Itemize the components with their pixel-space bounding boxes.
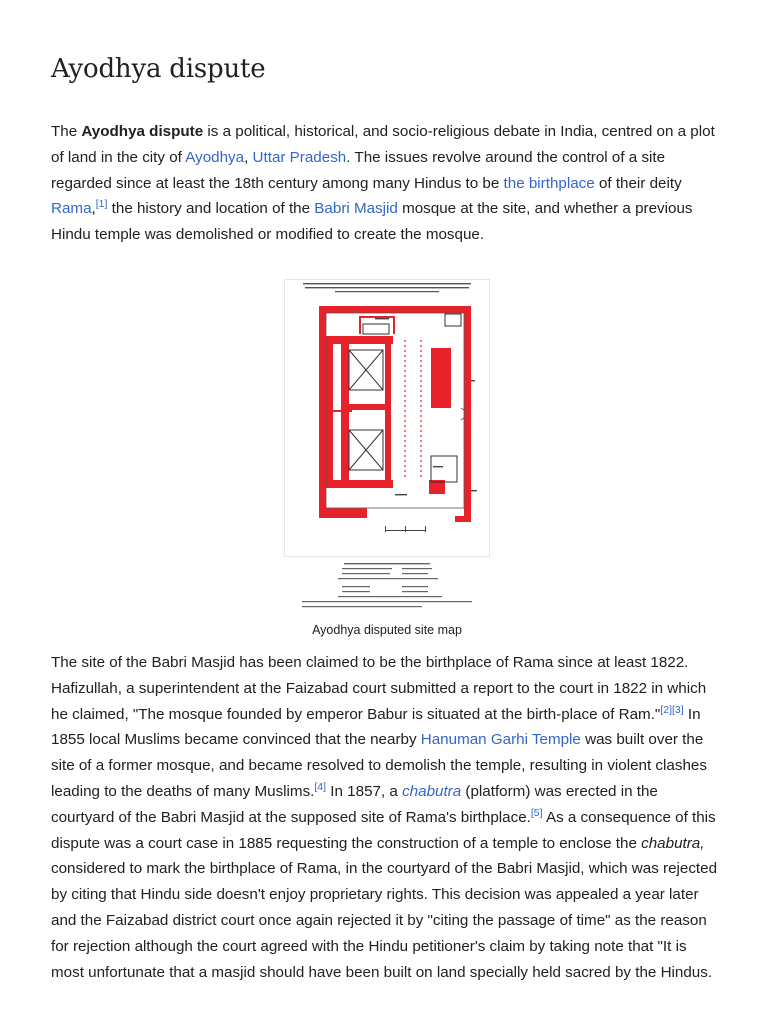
text: of their deity: [594, 174, 682, 192]
reference-link-3[interactable]: [3]: [672, 703, 684, 716]
map-image-icon: [285, 280, 489, 556]
history-paragraph: [51, 650, 723, 985]
reference-1: [96, 198, 108, 210]
reference-4: [314, 781, 326, 793]
reference-2: [660, 704, 683, 716]
link-uttar-pradesh[interactable]: Uttar Pradesh: [252, 148, 347, 166]
text: (platform) was erected in the courtyard of the Babri Masjid at the supposed site of Rama's birthplace.: [51, 782, 658, 826]
text: the history and location of the: [107, 200, 315, 218]
text: . The issues revolve around the control of a site regarded since at least the 18th century among many Hindus to be: [51, 148, 666, 192]
intro-paragraph: [51, 119, 723, 248]
link-the-birthplace[interactable]: the birthplace: [503, 174, 595, 192]
link-rama[interactable]: Rama: [51, 200, 92, 218]
map-scale-notes: [284, 559, 490, 619]
text: The: [51, 123, 82, 140]
text: mosque at the site, and whether a previous Hindu temple was demolished or modified to create the mosque.: [51, 200, 693, 244]
link-chabutra-text: chabutra: [402, 782, 462, 800]
map-scale-bar: [385, 526, 426, 532]
text: As a consequence of this dispute was a court case in 1885 requesting the construction of a temple to enclose the: [51, 808, 716, 852]
link-chabutra[interactable]: [402, 783, 461, 800]
map-walls: [319, 306, 471, 522]
reference-link-2[interactable]: [2]: [660, 703, 673, 716]
link-hanuman-garhi-temple[interactable]: Hanuman Garhi Temple: [420, 731, 581, 749]
site-map-image[interactable]: [284, 279, 490, 557]
link-babri-masjid[interactable]: Babri Masjid: [314, 200, 398, 218]
link-ayodhya[interactable]: Ayodhya: [185, 148, 245, 166]
reference-5: [531, 807, 543, 819]
text: The site of the Babri Masjid has been claimed to be the birthplace of Rama since at least 1822. Hafizullah, a superintendent at the Faizabad court submitted a report to the court in 1822 in which he claimed, "The mosque founded by emperor Babur is situated at the birth-place of Ram.": [51, 654, 707, 723]
italic-chabutra: chabutra,: [641, 834, 705, 852]
text: is a political, historical, and socio-religious debate in India, centred on a plot of land in the city of: [51, 123, 715, 166]
reference-link-4[interactable]: [4]: [314, 780, 327, 793]
text: In 1855 local Muslims became convinced that the nearby: [51, 705, 701, 749]
reference-link-5[interactable]: [5]: [530, 806, 543, 819]
text: ,: [91, 200, 96, 218]
figure-caption: Ayodhya disputed site map: [312, 623, 462, 637]
map-dotted-lines: [405, 340, 421, 480]
page-title: Ayodhya dispute: [51, 54, 266, 84]
map-header-text: [303, 283, 471, 292]
bold-term: Ayodhya dispute: [81, 123, 204, 140]
reference-link-1[interactable]: [1]: [95, 198, 108, 211]
text: In 1857, a: [326, 782, 403, 800]
text: considered to mark the birthplace of Rama, in the courtyard of the Babri Masjid, which was rejected by citing that Hindu side doesn't enjoy proprietary rights. This decision was appealed a year later and the Faizabad district court once again rejected it by "citing the passage of time" as the reason for rejection although the court agreed with the Hindu petitioner's claim by taking note that "It is most unfortunate that a masjid should have been built on land specially held sacred by the Hindus.: [51, 860, 718, 981]
figure: [284, 279, 490, 637]
text: was built over the site of a former mosque, and became resolved to demolish the temple, resulting in violent clashes leading to the deaths of many Muslims.: [51, 731, 707, 800]
text: ,: [244, 148, 253, 166]
